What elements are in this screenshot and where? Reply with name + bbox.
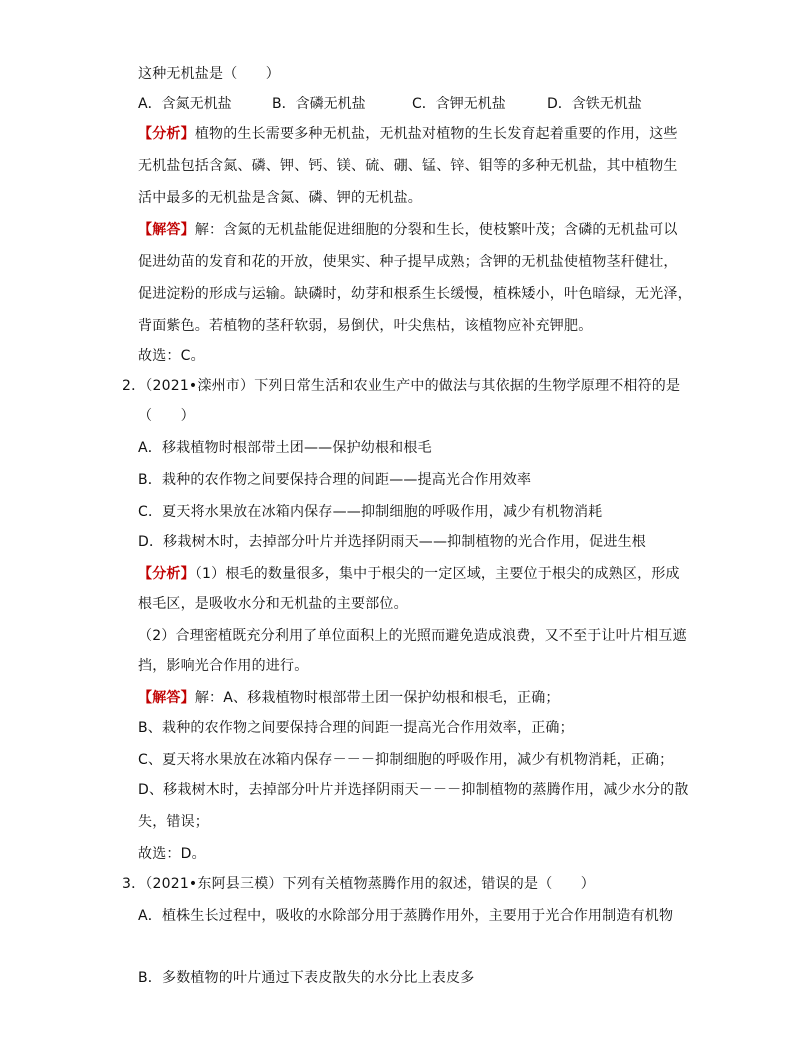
question-2-stem: 2．（2021•滦州市）下列日常生活和农业生产中的做法与其依据的生物学原理不相符的是 xyxy=(122,378,681,394)
q3-option-b: B．多数植物的叶片通过下表皮散失的水分比上表皮多 xyxy=(138,970,475,986)
q2-option-c: C．夏天将水果放在冰箱内保存——抑制细胞的呼吸作用，减少有机物消耗 xyxy=(138,504,603,520)
q2-answer-line-1: 【解答】解：A、移栽植物时根部带土团一保护幼根和根毛，正确； xyxy=(138,690,560,706)
analysis-tag: 【分析】 xyxy=(138,566,195,582)
q2-analysis-line-1: 【分析】（1）根毛的数量很多，集中于根尖的一定区域，主要位于根尖的成熟区，形成 xyxy=(138,566,680,582)
q1-answer-line-4: 背面紫色。若植物的茎秆软弱，易倒伏，叶尖焦枯，该植物应补充钾肥。 xyxy=(138,318,593,334)
q1-analysis-line-1: 【分析】植物的生长需要多种无机盐，无机盐对植物的生长发育起着重要的作用，这些 xyxy=(138,126,678,142)
q1-choice: 故选：C。 xyxy=(138,348,205,364)
q1-answer-line-1: 【解答】解：含氮的无机盐能促进细胞的分裂和生长，使枝繁叶茂；含磷的无机盐可以 xyxy=(138,222,678,238)
answer-tag: 【解答】 xyxy=(138,690,195,706)
q1-option-d: D．含铁无机盐 xyxy=(547,96,642,112)
answer-tag: 【解答】 xyxy=(138,222,195,238)
question-3-stem: 3．（2021•东阿县三模）下列有关植物蒸腾作用的叙述，错误的是（ ） xyxy=(122,876,595,892)
q2-answer-line-5: 失，错误； xyxy=(138,814,209,830)
q1-analysis-line-3: 活中最多的无机盐是含氮、磷、钾的无机盐。 xyxy=(138,190,422,206)
q2-analysis-line-4: 挡，影响光合作用的进行。 xyxy=(138,658,309,674)
q2-option-a: A．移栽植物时根部带土团——保护幼根和根毛 xyxy=(138,440,432,456)
q3-option-a: A．植株生长过程中，吸收的水除部分用于蒸腾作用外，主要用于光合作用制造有机物 xyxy=(138,908,674,924)
q1-option-b: B．含磷无机盐 xyxy=(272,96,366,112)
q1-analysis-line-2: 无机盐包括含氮、磷、钾、钙、镁、硫、硼、锰、锌、钼等的多种无机盐，其中植物生 xyxy=(138,158,678,174)
question-1-stem-tail: 这种无机盐是（ ） xyxy=(138,66,280,82)
q2-analysis-line-3: （2）合理密植既充分利用了单位面积上的光照而避免造成浪费，又不至于让叶片相互遮 xyxy=(138,628,687,644)
q2-analysis-line-2: 根毛区，是吸收水分和无机盐的主要部位。 xyxy=(138,596,408,612)
q2-option-b: B．栽种的农作物之间要保持合理的间距——提高光合作用效率 xyxy=(138,472,532,488)
question-2-stem-paren: （ ） xyxy=(138,408,195,424)
q2-answer-line-3: C、夏天将水果放在冰箱内保存－－－抑制细胞的呼吸作用，减少有机物消耗，正确； xyxy=(138,752,674,768)
q1-option-c: C．含钾无机盐 xyxy=(412,96,506,112)
q1-option-a: A．含氮无机盐 xyxy=(138,96,232,112)
analysis-tag: 【分析】 xyxy=(138,126,195,142)
q1-answer-line-3: 促进淀粉的形成与运输。缺磷时，幼芽和根系生长缓慢，植株矮小，叶色暗绿，无光泽， xyxy=(138,286,692,302)
q1-answer-line-2: 促进幼苗的发育和花的开放，使果实、种子提早成熟；含钾的无机盐使植物茎秆健壮， xyxy=(138,254,678,270)
q2-option-d: D．移栽树木时，去掉部分叶片并选择阴雨天——抑制植物的光合作用，促进生根 xyxy=(138,534,646,550)
q2-answer-line-2: B、栽种的农作物之间要保持合理的间距一提高光合作用效率，正确； xyxy=(138,720,574,736)
q2-answer-line-4: D、移栽树木时，去掉部分叶片并选择阴雨天－－－抑制植物的蒸腾作用，减少水分的散 xyxy=(138,782,689,798)
q2-choice: 故选：D。 xyxy=(138,846,206,862)
